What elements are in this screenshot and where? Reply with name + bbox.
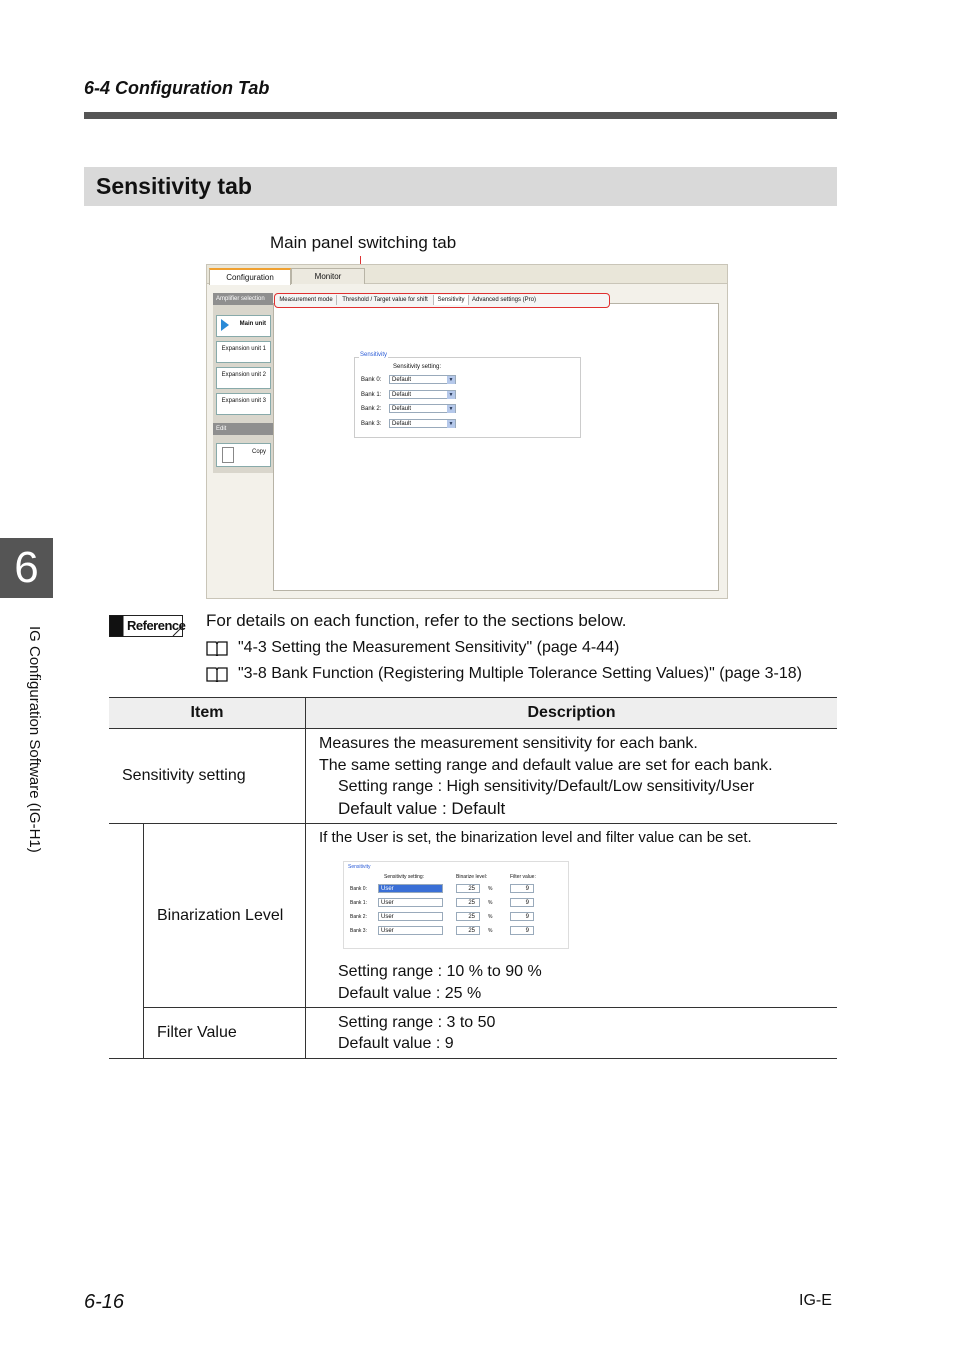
side-label: IG Configuration Software (IG-H1) xyxy=(26,626,43,853)
mini-col-binarize: Binarize level: xyxy=(456,874,488,880)
expansion-unit-2-button[interactable]: Expansion unit 2 xyxy=(216,367,271,389)
indent-cell xyxy=(109,824,144,1008)
mini-bank-select[interactable] xyxy=(378,884,443,893)
play-icon xyxy=(221,319,229,331)
bank-1-label: Bank 1: xyxy=(361,392,382,398)
group-title: Sensitivity xyxy=(360,352,388,358)
setting-range: Setting range : High sensitivity/Default/Low sensitivity/User xyxy=(338,778,755,795)
settings-table xyxy=(109,697,837,1059)
chevron-down-icon: ▼ xyxy=(448,377,454,383)
subtab-measurement-mode[interactable]: Measurement mode xyxy=(276,295,337,305)
reference-link-2-text: "3-8 Bank Function (Registering Multiple Tolerance Setting Values)" (page 3-18) xyxy=(238,665,802,682)
binarization-settings-screenshot xyxy=(343,861,569,949)
mini-level-input[interactable]: 25 xyxy=(456,884,480,893)
binarization-level-description xyxy=(306,824,838,1008)
bank-1-select[interactable] xyxy=(389,390,456,399)
expansion-unit-1-button[interactable]: Expansion unit 1 xyxy=(216,341,271,363)
chevron-down-icon: ▼ xyxy=(448,392,454,398)
mini-bank-value: User xyxy=(381,914,394,920)
sensitivity-setting-description xyxy=(306,729,838,824)
column-header-item: Item xyxy=(109,698,306,729)
mini-bank-value: User xyxy=(381,900,394,906)
expansion-unit-3-button[interactable]: Expansion unit 3 xyxy=(216,393,271,415)
mini-bank-select[interactable] xyxy=(378,898,443,907)
mini-unit: % xyxy=(488,900,493,906)
software-screenshot xyxy=(206,264,728,599)
user-note: If the User is set, the binarization level and filter value can be set. xyxy=(319,829,752,846)
table-row xyxy=(109,729,837,824)
bank-1-value: Default xyxy=(392,392,412,398)
chevron-down-icon: ▼ xyxy=(448,421,454,427)
bank-3-value: Default xyxy=(392,421,412,427)
tab-monitor[interactable]: Monitor xyxy=(291,268,365,284)
mini-level-input[interactable]: 25 xyxy=(456,912,480,921)
copy-button[interactable] xyxy=(216,443,271,467)
indent-cell xyxy=(109,1008,144,1059)
bank-3-select[interactable] xyxy=(389,419,456,428)
main-panel-switching-tabs xyxy=(274,293,610,308)
mini-bank-select[interactable] xyxy=(378,926,443,935)
chapter-tab: 6 xyxy=(0,538,53,598)
mini-col-filter: Filter value: xyxy=(510,874,536,880)
description-line: The same setting range and default value are set for each bank. xyxy=(319,756,773,774)
mini-filter-input[interactable]: 9 xyxy=(510,884,534,893)
setting-range: Setting range : 3 to 50 xyxy=(338,1013,496,1031)
sensitivity-column-label: Sensitivity setting: xyxy=(393,364,442,370)
main-tab-strip xyxy=(207,265,727,284)
description-line: Measures the measurement sensitivity for each bank. xyxy=(319,735,698,752)
main-unit-button[interactable] xyxy=(216,315,271,337)
document-code: IG-E xyxy=(799,1292,832,1309)
reference-badge xyxy=(109,615,186,638)
mini-bank-label: Bank 3: xyxy=(350,928,367,934)
callout-label: Main panel switching tab xyxy=(270,233,457,252)
default-value: Default value : 25 % xyxy=(338,984,482,1002)
page-number: 6-16 xyxy=(84,1291,125,1313)
mini-bank-value: User xyxy=(381,928,394,934)
filter-value-cell: Filter Value xyxy=(144,1008,306,1059)
sensitivity-setting-cell: Sensitivity setting xyxy=(109,729,306,824)
table-row xyxy=(109,824,837,1008)
section-header: 6-4 Configuration Tab xyxy=(84,78,270,98)
amplifier-selection-heading: Amplifier selection xyxy=(213,293,273,305)
reference-badge-label: Reference xyxy=(127,618,186,633)
bank-2-value: Default xyxy=(392,406,412,412)
setting-range: Setting range : 10 % to 90 % xyxy=(338,963,542,980)
mini-unit: % xyxy=(488,928,493,934)
mini-unit: % xyxy=(488,886,493,892)
mini-unit: % xyxy=(488,914,493,920)
bank-3-label: Bank 3: xyxy=(361,421,382,427)
bank-0-select[interactable] xyxy=(389,375,456,384)
bank-2-label: Bank 2: xyxy=(361,406,382,412)
page-title: Sensitivity tab xyxy=(96,173,252,199)
header-rule xyxy=(84,112,837,119)
subtab-sensitivity[interactable]: Sensitivity xyxy=(434,295,469,305)
main-unit-label: Main unit xyxy=(239,321,266,327)
copy-label: Copy xyxy=(251,449,266,455)
default-value: Default value : Default xyxy=(338,798,506,818)
mini-bank-label: Bank 1: xyxy=(350,900,367,906)
edit-heading: Edit xyxy=(213,423,273,435)
mini-filter-input[interactable]: 9 xyxy=(510,912,534,921)
mini-col-sensitivity: Sensitivity setting: xyxy=(384,874,425,880)
reference-intro: For details on each function, refer to the sections below. xyxy=(206,611,627,630)
title-bar xyxy=(84,167,837,206)
bank-0-label: Bank 0: xyxy=(361,377,382,383)
reference-link-2[interactable] xyxy=(206,665,802,683)
mini-bank-select[interactable] xyxy=(378,912,443,921)
chevron-down-icon: ▼ xyxy=(448,406,454,412)
sensitivity-group xyxy=(354,352,581,438)
bank-2-select[interactable] xyxy=(389,404,456,413)
book-icon xyxy=(206,640,228,656)
mini-filter-input[interactable]: 9 xyxy=(510,898,534,907)
tab-configuration[interactable]: Configuration xyxy=(209,268,291,285)
column-header-description: Description xyxy=(306,698,838,729)
table-header-row xyxy=(109,698,837,729)
mini-level-input[interactable]: 25 xyxy=(456,926,480,935)
table-row xyxy=(109,1008,837,1059)
binarization-level-cell: Binarization Level xyxy=(144,824,306,1008)
mini-bank-label: Bank 0: xyxy=(350,886,367,892)
mini-bank-value: User xyxy=(381,886,394,892)
main-panel xyxy=(273,303,719,591)
reference-link-1-text: "4-3 Setting the Measurement Sensitivity" (page 4-44) xyxy=(238,639,620,656)
subtab-advanced-settings[interactable]: Advanced settings (Pro) xyxy=(471,297,537,303)
mini-level-input[interactable]: 25 xyxy=(456,898,480,907)
mini-bank-label: Bank 2: xyxy=(350,914,367,920)
filter-value-description xyxy=(306,1008,838,1059)
copy-icon xyxy=(222,447,234,463)
default-value: Default value : 9 xyxy=(338,1035,454,1052)
bank-0-value: Default xyxy=(392,377,412,383)
subtab-threshold[interactable]: Threshold / Target value for shift xyxy=(337,295,434,305)
mini-group-title: Sensitivity xyxy=(348,864,371,870)
reference-link-1[interactable] xyxy=(206,639,619,657)
book-icon xyxy=(206,666,228,682)
amplifier-panel xyxy=(213,293,273,473)
mini-filter-input[interactable]: 9 xyxy=(510,926,534,935)
